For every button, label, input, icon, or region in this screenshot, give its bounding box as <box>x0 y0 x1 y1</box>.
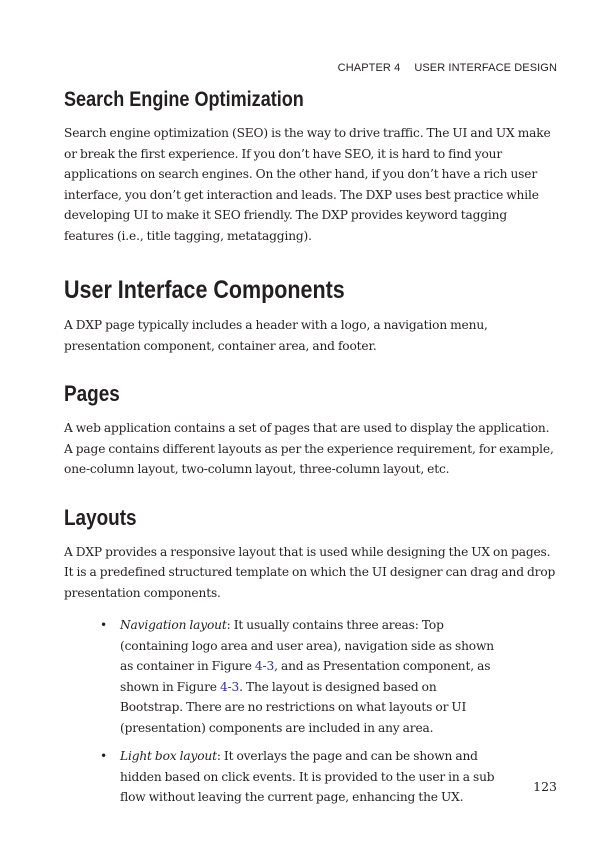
figure-link[interactable]: 4-3 <box>254 659 275 673</box>
layouts-bullet-list <box>64 615 500 808</box>
layouts-paragraph-line1: A DXP provides a responsive layout that is used while designing the UX on pages. <box>64 544 551 559</box>
figure-link[interactable]: 4-3 <box>219 679 240 694</box>
list-item <box>100 615 500 738</box>
bullet-icon: • <box>100 749 108 763</box>
bullet-text: : It usually contains three areas: Top (containing logo area and user area), navigation side as shown as container in Figure <box>120 618 494 673</box>
running-head <box>338 62 557 74</box>
pages-heading: Pages <box>64 381 120 406</box>
bullet-icon: • <box>100 618 108 632</box>
layouts-paragraph <box>64 542 559 604</box>
page-content <box>64 86 559 816</box>
bullet-text: . The layout is designed based on Bootstrap. There are no restrictions on what layouts or UI (presentation) components are included in any area. <box>120 679 467 735</box>
page-number: 123 <box>533 779 557 794</box>
ui-components-paragraph: A DXP page typically includes a header with a logo, a navigation menu, presentation component, container area, and footer. <box>64 318 488 353</box>
bullet-term: Light box layout <box>120 749 217 763</box>
seo-heading: Search Engine Optimization <box>64 88 304 111</box>
running-head-chapter: CHAPTER 4 <box>337 62 401 74</box>
list-item <box>100 746 500 808</box>
seo-paragraph: Search engine optimization (SEO) is the way to drive traffic. The UI and UX make or break the first experience. If you don’t have SEO, it is hard to find your applications on search engines. On the other hand, if you don’t have a rich user interface, you don’t get interaction and leads. The DXP uses best practice while developing UI to make it SEO friendly. The DXP provides keyword tagging features (i.e., title tagging, metatagging). <box>64 126 551 243</box>
running-head-title: USER INTERFACE DESIGN <box>414 62 557 74</box>
layouts-paragraph-line2: It is a predefined structured template on which the UI designer can drag and drop presentation components. <box>64 565 556 600</box>
bullet-text: : It overlays the page and can be shown and hidden based on click events. It is provided to the user in a sub flow without leaving the current page, enhancing the UX. <box>120 749 495 804</box>
layouts-heading: Layouts <box>64 504 137 530</box>
bullet-term: Navigation layout <box>120 618 227 632</box>
ui-components-heading: User Interface Components <box>64 276 345 304</box>
pages-paragraph: A web application contains a set of pages that are used to display the application. A page contains different layouts as per the experience requirement, for example, one-column layout, two-column layout, three-column layout, etc. <box>64 421 554 476</box>
bullet-text: , and as Presentation component, as shown in Figure <box>120 659 491 694</box>
